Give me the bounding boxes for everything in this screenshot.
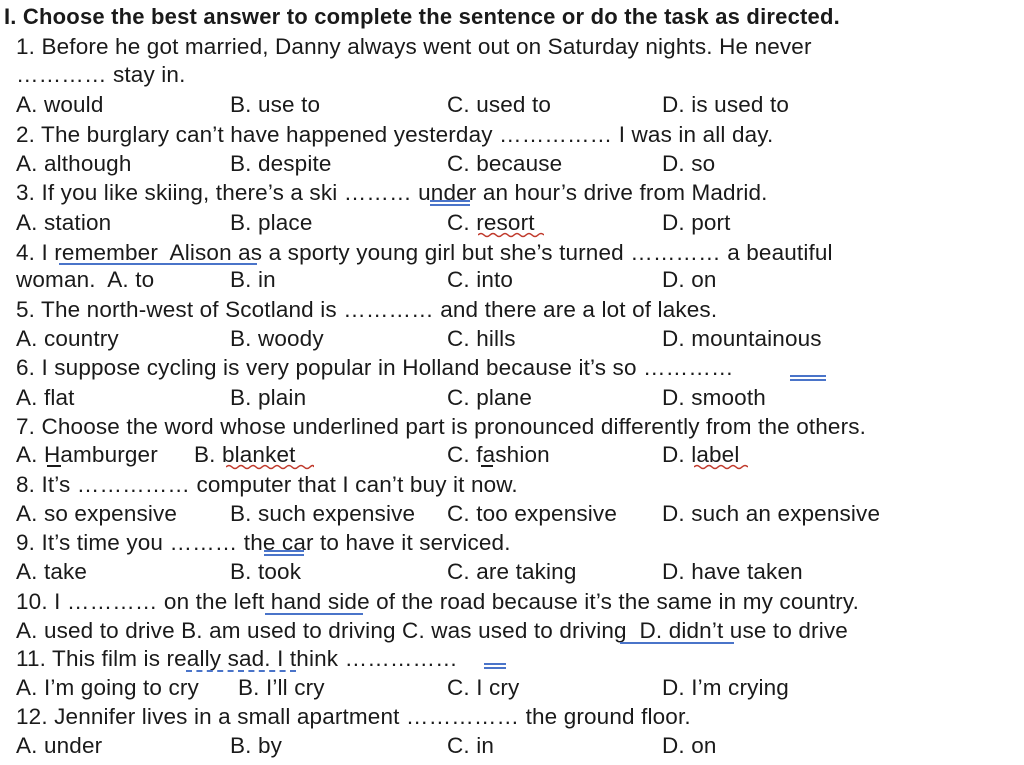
q11-option-c: C. I cry	[447, 675, 520, 700]
q8-option-d: D. such an expensive	[662, 501, 881, 526]
q2-option-b: B. despite	[230, 151, 332, 176]
q3-option-d: D. port	[662, 210, 731, 235]
underline-mark	[620, 642, 734, 644]
q9-option-a: A. take	[16, 559, 88, 584]
q4-option-c: C. into	[447, 267, 514, 292]
q12-option-b: B. by	[230, 733, 283, 758]
q6-option-a: A. flat	[16, 385, 75, 410]
q5-option-a: A. country	[16, 326, 119, 351]
q2-option-d: D. so	[662, 151, 716, 176]
q8-option-c: C. too expensive	[447, 501, 617, 526]
spellcheck-squiggle	[694, 464, 748, 470]
q6-option-d: D. smooth	[662, 385, 766, 410]
dashed-underline-mark	[186, 670, 296, 672]
q6-option-c: C. plane	[447, 385, 533, 410]
question-7: 7. Choose the word whose underlined part is pronounced differently from the others.	[16, 414, 867, 439]
double-underline-mark	[430, 200, 470, 206]
question-6: 6. I suppose cycling is very popular in Holland because it’s so …………	[16, 355, 734, 380]
q6-option-b: B. plain	[230, 385, 307, 410]
question-2: 2. The burglary can’t have happened yesterday …………… I was in all day.	[16, 122, 774, 147]
underline-mark	[59, 263, 257, 265]
q12-option-a: A. under	[16, 733, 103, 758]
q4-option-b: B. in	[230, 267, 276, 292]
q1-option-d: D. is used to	[662, 92, 790, 117]
q9-option-d: D. have taken	[662, 559, 803, 584]
question-5: 5. The north-west of Scotland is ………… and there are a lot of lakes.	[16, 297, 718, 322]
underline-mark	[265, 613, 363, 615]
q5-option-d: D. mountainous	[662, 326, 822, 351]
q9-option-b: B. took	[230, 559, 302, 584]
question-4: 4. I remember Alison as a sporty young girl but she’s turned ………… a beautiful	[16, 240, 833, 265]
q1-option-a: A. would	[16, 92, 104, 117]
q12-option-c: C. in	[447, 733, 495, 758]
question-10: 10. I ………… on the left hand side of the road because it’s the same in my country.	[16, 589, 860, 614]
underlined-letter-mark	[481, 465, 493, 467]
q3-option-c: C. resort	[447, 210, 535, 235]
question-12: 12. Jennifer lives in a small apartment …………… the ground floor.	[16, 704, 691, 729]
double-underline-mark	[484, 663, 506, 669]
q4-option-a: woman. A. to	[16, 267, 155, 292]
question-3: 3. If you like skiing, there’s a ski ……… under an hour’s drive from Madrid.	[16, 180, 768, 205]
q11-option-a: A. I’m going to cry	[16, 675, 199, 700]
q11-option-d: D. I’m crying	[662, 675, 789, 700]
question-1-line-2: ………… stay in.	[16, 62, 186, 87]
q7-option-b: B. blanket	[194, 442, 296, 467]
q7-option-d: D. label	[662, 442, 740, 467]
question-8: 8. It’s …………… computer that I can’t buy it now.	[16, 472, 518, 497]
q1-option-b: B. use to	[230, 92, 321, 117]
q3-option-a: A. station	[16, 210, 112, 235]
q8-option-a: A. so expensive	[16, 501, 178, 526]
double-underline-mark	[264, 550, 304, 556]
double-underline-mark	[790, 375, 826, 381]
q5-option-c: C. hills	[447, 326, 516, 351]
spellcheck-squiggle	[478, 232, 544, 238]
q3-option-b: B. place	[230, 210, 313, 235]
q7-option-a: A. Hamburger	[16, 442, 158, 467]
q8-option-b: B. such expensive	[230, 501, 416, 526]
q2-option-c: C. because	[447, 151, 563, 176]
q10-options: A. used to drive B. am used to driving C. was used to driving D. didn’t use to drive	[16, 618, 848, 643]
q7-option-c: C. fashion	[447, 442, 550, 467]
underlined-letter-mark	[47, 465, 61, 467]
q12-option-d: D. on	[662, 733, 717, 758]
q1-option-c: C. used to	[447, 92, 552, 117]
section-heading: I. Choose the best answer to complete the sentence or do the task as directed.	[4, 4, 840, 29]
question-1-line-1: 1. Before he got married, Danny always went out on Saturday nights. He never	[16, 34, 812, 59]
q4-option-d: D. on	[662, 267, 717, 292]
q9-option-c: C. are taking	[447, 559, 577, 584]
question-11: 11. This film is really sad. I think ……………	[16, 646, 458, 671]
spellcheck-squiggle	[226, 464, 314, 470]
question-9: 9. It’s time you ……… the car to have it serviced.	[16, 530, 511, 555]
q5-option-b: B. woody	[230, 326, 324, 351]
q11-option-b: B. I’ll cry	[238, 675, 325, 700]
q2-option-a: A. although	[16, 151, 132, 176]
